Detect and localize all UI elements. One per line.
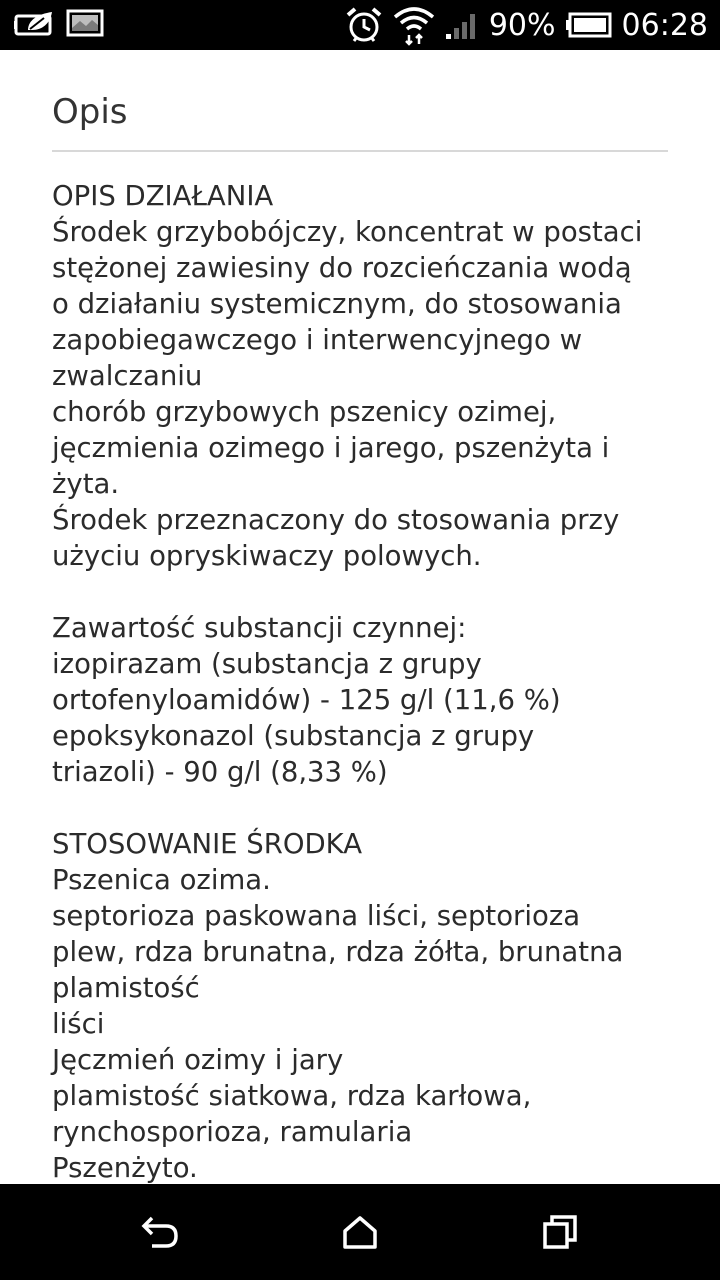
alarm-clock-icon: [345, 6, 383, 44]
content-area[interactable]: [0, 50, 720, 1184]
clock: 06:28: [621, 7, 708, 43]
image-notification-icon: [66, 8, 104, 42]
recents-icon: [542, 1214, 578, 1250]
wifi-icon: [393, 5, 435, 45]
status-bar-left: [14, 8, 104, 42]
recents-button[interactable]: [530, 1202, 590, 1262]
leaf-battery-saver-icon: [14, 8, 56, 42]
back-icon: [140, 1214, 180, 1250]
home-button[interactable]: [330, 1202, 390, 1262]
status-bar: [0, 0, 720, 50]
navigation-bar: [0, 1184, 720, 1280]
description-text: OPIS DZIAŁANIA Środek grzybobójczy, koncentrat w postaci stężonej zawiesiny do rozcieńczania wodą o działaniu systemicznym, do stosowania zapobiegawczego i interwencyjnego w zwalczaniu chorób grzybowych pszenicy ozimej, jęczmienia ozimego i jarego, pszenżyta i żyta. Środek przeznaczony do stosowania przy użyciu opryskiwaczy polowych. Zawartość substancji czynnej: izopirazam (substancja z grupy ortofenyloamidów) - 125 g/l (11,6 %) epoksykonazol (substancja z grupy triazoli) - 90 g/l (8,33 %) STOSOWANIE ŚRODKA Pszenica ozima. septorioza paskowana liści, septorioza plew, rdza brunatna, rdza żółta, brunatna plamistość liści Jęczmień ozimy i jary plamistość siatkowa, rdza karłowa, rynchosporioza, ramularia Pszenżyto.: [52, 180, 643, 1184]
signal-icon: [445, 10, 479, 40]
home-icon: [342, 1215, 378, 1249]
battery-icon: [566, 12, 612, 38]
divider: [52, 150, 668, 152]
back-button[interactable]: [130, 1202, 190, 1262]
battery-percent: 90%: [488, 7, 556, 43]
page-title: Opis: [52, 92, 128, 132]
status-bar-right: [345, 0, 708, 50]
